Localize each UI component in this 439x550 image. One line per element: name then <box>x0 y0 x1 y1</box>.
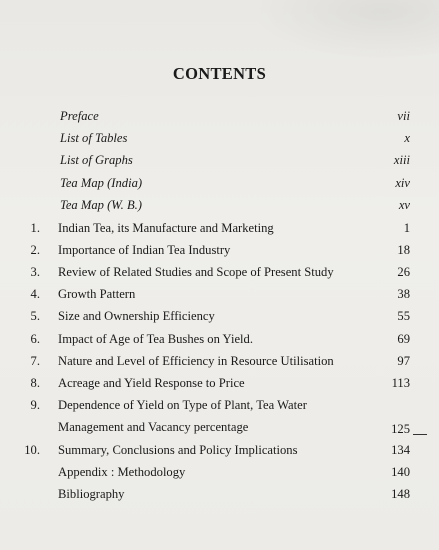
toc-chapter-3 <box>0 262 439 282</box>
chapter-title: Acreage and Yield Response to Price <box>58 376 245 390</box>
toc-chapter-2 <box>0 240 439 260</box>
toc-chapter-8 <box>0 373 439 393</box>
chapter-page: 1 <box>403 221 410 235</box>
toc-chapter-4 <box>0 284 439 304</box>
chapter-page: 26 <box>397 265 410 279</box>
chapter-number: 10. <box>24 443 40 457</box>
chapter-title-continued: Management and Vacancy percentage <box>58 420 249 434</box>
chapter-title: Review of Related Studies and Scope of Present Study <box>58 265 334 279</box>
toc-entry-label: Preface <box>60 109 99 123</box>
toc-entry-tea-map-wb <box>0 195 439 215</box>
chapter-number: 3. <box>30 265 40 279</box>
chapter-number: 6. <box>30 332 40 346</box>
toc-entry-page: 148 <box>391 487 410 501</box>
toc-entry-tea-map-india <box>0 173 439 193</box>
toc-chapter-9-continued <box>0 417 439 437</box>
chapter-number: 4. <box>30 287 40 301</box>
toc-chapter-5 <box>0 306 439 326</box>
chapter-title: Nature and Level of Efficiency in Resource Utilisation <box>58 354 334 368</box>
chapter-page: 134 <box>391 443 410 457</box>
toc-entry-label: List of Tables <box>60 131 128 145</box>
toc-entry-label: Tea Map (India) <box>60 176 143 190</box>
toc-chapter-1 <box>0 218 439 238</box>
chapter-title: Impact of Age of Tea Bushes on Yield. <box>58 332 253 346</box>
chapter-page: 55 <box>397 309 410 323</box>
chapter-title: Indian Tea, its Manufacture and Marketing <box>58 221 274 235</box>
toc-chapter-9 <box>0 395 439 415</box>
chapter-page: 125 <box>391 422 410 436</box>
chapter-page: 38 <box>397 287 410 301</box>
chapter-number: 2. <box>30 243 40 257</box>
chapter-page: 113 <box>391 376 410 390</box>
toc-entry-label: Appendix : Methodology <box>58 465 186 479</box>
toc-entry-page: 140 <box>391 465 410 479</box>
toc-chapter-10 <box>0 440 439 460</box>
toc-entry-label: Bibliography <box>58 487 125 501</box>
toc-entry-page: x <box>404 131 410 145</box>
toc-entry-page: xiv <box>395 176 410 190</box>
toc-entry-page: xiii <box>393 153 410 167</box>
toc-entry-list-of-graphs <box>0 150 439 170</box>
toc-entry-appendix <box>0 462 439 482</box>
toc-chapter-7 <box>0 351 439 371</box>
toc-entry-label: Tea Map (W. B.) <box>60 198 142 212</box>
chapter-title: Size and Ownership Efficiency <box>58 309 215 323</box>
chapter-page: 97 <box>397 354 410 368</box>
toc-entry-list-of-tables <box>0 128 439 148</box>
show-through-text <box>250 0 439 60</box>
chapter-title: Growth Pattern <box>58 287 136 301</box>
toc-entry-label: List of Graphs <box>60 153 133 167</box>
chapter-number: 8. <box>30 376 40 390</box>
toc-entry-page: xv <box>398 198 410 212</box>
contents-heading: CONTENTS <box>172 64 267 83</box>
chapter-page: 18 <box>397 243 410 257</box>
toc-entry-page: vii <box>397 109 410 123</box>
chapter-page: 69 <box>397 332 410 346</box>
chapter-title: Summary, Conclusions and Policy Implications <box>58 443 298 457</box>
pen-mark <box>413 434 427 435</box>
chapter-title: Importance of Indian Tea Industry <box>58 243 231 257</box>
toc-entry-preface <box>0 106 439 126</box>
toc-entry-bibliography <box>0 484 439 504</box>
toc-chapter-6 <box>0 329 439 349</box>
chapter-title: Dependence of Yield on Type of Plant, Tea Water <box>58 398 307 412</box>
chapter-number: 5. <box>30 309 40 323</box>
chapter-number: 7. <box>30 354 40 368</box>
chapter-number: 9. <box>30 398 40 412</box>
chapter-number: 1. <box>30 221 40 235</box>
